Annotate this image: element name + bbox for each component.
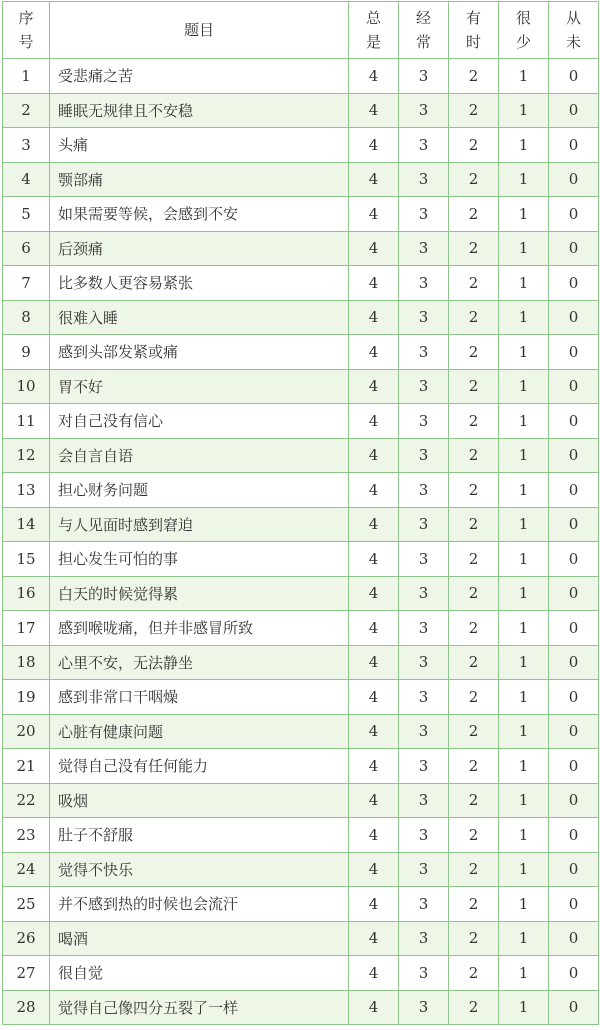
sometimes-score: 2 — [449, 852, 499, 887]
question-text: 并不感到热的时候也会流汗 — [50, 887, 349, 922]
often-score: 3 — [399, 404, 449, 439]
never-score: 0 — [549, 473, 599, 508]
sometimes-score: 2 — [449, 680, 499, 715]
often-score: 3 — [399, 128, 449, 163]
never-score: 0 — [549, 921, 599, 956]
always-score: 4 — [349, 611, 399, 646]
always-score: 4 — [349, 162, 399, 197]
always-score: 4 — [349, 680, 399, 715]
table-row — [3, 404, 599, 439]
always-score: 4 — [349, 128, 399, 163]
sometimes-score: 2 — [449, 611, 499, 646]
sometimes-score: 2 — [449, 542, 499, 577]
question-text: 很自觉 — [50, 956, 349, 991]
never-score: 0 — [549, 507, 599, 542]
always-score: 4 — [349, 197, 399, 232]
never-score: 0 — [549, 680, 599, 715]
row-number: 28 — [3, 990, 50, 1025]
often-score: 3 — [399, 576, 449, 611]
table-row — [3, 162, 599, 197]
table-row — [3, 611, 599, 646]
never-score: 0 — [549, 611, 599, 646]
often-score: 3 — [399, 645, 449, 680]
never-score: 0 — [549, 93, 599, 128]
always-score: 4 — [349, 818, 399, 853]
table-row — [3, 231, 599, 266]
never-score: 0 — [549, 300, 599, 335]
sometimes-score: 2 — [449, 59, 499, 94]
header-rarely: 很 少 — [499, 2, 549, 59]
row-number: 22 — [3, 783, 50, 818]
row-number: 16 — [3, 576, 50, 611]
always-score: 4 — [349, 887, 399, 922]
always-score: 4 — [349, 576, 399, 611]
often-score: 3 — [399, 162, 449, 197]
always-score: 4 — [349, 300, 399, 335]
rarely-score: 1 — [499, 59, 549, 94]
never-score: 0 — [549, 645, 599, 680]
always-score: 4 — [349, 438, 399, 473]
header-often: 经 常 — [399, 2, 449, 59]
often-score: 3 — [399, 611, 449, 646]
table-row — [3, 93, 599, 128]
rarely-score: 1 — [499, 542, 549, 577]
row-number: 8 — [3, 300, 50, 335]
row-number: 24 — [3, 852, 50, 887]
sometimes-score: 2 — [449, 369, 499, 404]
table-row — [3, 714, 599, 749]
question-text: 担心发生可怕的事 — [50, 542, 349, 577]
table-row — [3, 300, 599, 335]
rarely-score: 1 — [499, 887, 549, 922]
question-text: 比多数人更容易紧张 — [50, 266, 349, 301]
never-score: 0 — [549, 59, 599, 94]
rarely-score: 1 — [499, 404, 549, 439]
always-score: 4 — [349, 921, 399, 956]
question-text: 觉得不快乐 — [50, 852, 349, 887]
sometimes-score: 2 — [449, 990, 499, 1025]
never-score: 0 — [549, 335, 599, 370]
sometimes-score: 2 — [449, 645, 499, 680]
never-score: 0 — [549, 956, 599, 991]
question-text: 白天的时候觉得累 — [50, 576, 349, 611]
question-text: 觉得自己像四分五裂了一样 — [50, 990, 349, 1025]
sometimes-score: 2 — [449, 197, 499, 232]
table-row — [3, 576, 599, 611]
never-score: 0 — [549, 887, 599, 922]
table-row — [3, 59, 599, 94]
always-score: 4 — [349, 990, 399, 1025]
sometimes-score: 2 — [449, 300, 499, 335]
question-text: 胃不好 — [50, 369, 349, 404]
often-score: 3 — [399, 542, 449, 577]
row-number: 19 — [3, 680, 50, 715]
always-score: 4 — [349, 59, 399, 94]
never-score: 0 — [549, 162, 599, 197]
often-score: 3 — [399, 956, 449, 991]
never-score: 0 — [549, 990, 599, 1025]
always-score: 4 — [349, 714, 399, 749]
row-number: 4 — [3, 162, 50, 197]
rarely-score: 1 — [499, 990, 549, 1025]
sometimes-score: 2 — [449, 818, 499, 853]
table-row — [3, 369, 599, 404]
often-score: 3 — [399, 852, 449, 887]
often-score: 3 — [399, 369, 449, 404]
sometimes-score: 2 — [449, 887, 499, 922]
often-score: 3 — [399, 438, 449, 473]
always-score: 4 — [349, 852, 399, 887]
rarely-score: 1 — [499, 783, 549, 818]
row-number: 25 — [3, 887, 50, 922]
row-number: 27 — [3, 956, 50, 991]
always-score: 4 — [349, 266, 399, 301]
sometimes-score: 2 — [449, 507, 499, 542]
question-text: 与人见面时感到窘迫 — [50, 507, 349, 542]
row-number: 2 — [3, 93, 50, 128]
rarely-score: 1 — [499, 611, 549, 646]
table-row — [3, 128, 599, 163]
header-never: 从 未 — [549, 2, 599, 59]
never-score: 0 — [549, 197, 599, 232]
often-score: 3 — [399, 921, 449, 956]
rarely-score: 1 — [499, 300, 549, 335]
table-row — [3, 197, 599, 232]
sometimes-score: 2 — [449, 783, 499, 818]
always-score: 4 — [349, 473, 399, 508]
often-score: 3 — [399, 990, 449, 1025]
never-score: 0 — [549, 369, 599, 404]
sometimes-score: 2 — [449, 162, 499, 197]
rarely-score: 1 — [499, 576, 549, 611]
table-row — [3, 473, 599, 508]
often-score: 3 — [399, 714, 449, 749]
question-text: 感到头部发紧或痛 — [50, 335, 349, 370]
question-text: 受悲痛之苦 — [50, 59, 349, 94]
row-number: 3 — [3, 128, 50, 163]
table-row — [3, 438, 599, 473]
rarely-score: 1 — [499, 162, 549, 197]
never-score: 0 — [549, 231, 599, 266]
often-score: 3 — [399, 473, 449, 508]
question-text: 头痛 — [50, 128, 349, 163]
header-question: 题目 — [50, 2, 349, 59]
rarely-score: 1 — [499, 749, 549, 784]
always-score: 4 — [349, 645, 399, 680]
often-score: 3 — [399, 59, 449, 94]
sometimes-score: 2 — [449, 404, 499, 439]
never-score: 0 — [549, 542, 599, 577]
sometimes-score: 2 — [449, 576, 499, 611]
row-number: 7 — [3, 266, 50, 301]
rarely-score: 1 — [499, 231, 549, 266]
row-number: 11 — [3, 404, 50, 439]
rarely-score: 1 — [499, 473, 549, 508]
sometimes-score: 2 — [449, 749, 499, 784]
question-text: 很难入睡 — [50, 300, 349, 335]
never-score: 0 — [549, 783, 599, 818]
never-score: 0 — [549, 714, 599, 749]
question-text: 会自言自语 — [50, 438, 349, 473]
often-score: 3 — [399, 335, 449, 370]
always-score: 4 — [349, 335, 399, 370]
table-body — [3, 59, 599, 1025]
rarely-score: 1 — [499, 852, 549, 887]
rarely-score: 1 — [499, 369, 549, 404]
often-score: 3 — [399, 783, 449, 818]
row-number: 23 — [3, 818, 50, 853]
rarely-score: 1 — [499, 714, 549, 749]
often-score: 3 — [399, 749, 449, 784]
table-row — [3, 956, 599, 991]
row-number: 9 — [3, 335, 50, 370]
never-score: 0 — [549, 576, 599, 611]
sometimes-score: 2 — [449, 128, 499, 163]
rarely-score: 1 — [499, 680, 549, 715]
never-score: 0 — [549, 818, 599, 853]
row-number: 12 — [3, 438, 50, 473]
row-number: 13 — [3, 473, 50, 508]
always-score: 4 — [349, 783, 399, 818]
rarely-score: 1 — [499, 921, 549, 956]
question-text: 心脏有健康问题 — [50, 714, 349, 749]
always-score: 4 — [349, 404, 399, 439]
question-text: 睡眠无规律且不安稳 — [50, 93, 349, 128]
rarely-score: 1 — [499, 818, 549, 853]
row-number: 26 — [3, 921, 50, 956]
table-row — [3, 921, 599, 956]
sometimes-score: 2 — [449, 266, 499, 301]
rarely-score: 1 — [499, 266, 549, 301]
question-text: 喝酒 — [50, 921, 349, 956]
often-score: 3 — [399, 93, 449, 128]
table-row — [3, 335, 599, 370]
row-number: 10 — [3, 369, 50, 404]
sometimes-score: 2 — [449, 438, 499, 473]
always-score: 4 — [349, 956, 399, 991]
always-score: 4 — [349, 749, 399, 784]
question-text: 对自己没有信心 — [50, 404, 349, 439]
table-row — [3, 818, 599, 853]
never-score: 0 — [549, 404, 599, 439]
question-text: 肚子不舒服 — [50, 818, 349, 853]
often-score: 3 — [399, 266, 449, 301]
often-score: 3 — [399, 680, 449, 715]
rarely-score: 1 — [499, 507, 549, 542]
table-row — [3, 887, 599, 922]
table-row — [3, 266, 599, 301]
header-sometimes: 有 时 — [449, 2, 499, 59]
never-score: 0 — [549, 852, 599, 887]
often-score: 3 — [399, 507, 449, 542]
sometimes-score: 2 — [449, 231, 499, 266]
table-row — [3, 783, 599, 818]
header-always: 总 是 — [349, 2, 399, 59]
row-number: 15 — [3, 542, 50, 577]
always-score: 4 — [349, 231, 399, 266]
never-score: 0 — [549, 266, 599, 301]
often-score: 3 — [399, 197, 449, 232]
sometimes-score: 2 — [449, 921, 499, 956]
rarely-score: 1 — [499, 335, 549, 370]
always-score: 4 — [349, 93, 399, 128]
row-number: 6 — [3, 231, 50, 266]
sometimes-score: 2 — [449, 714, 499, 749]
question-text: 感到非常口干咽燥 — [50, 680, 349, 715]
always-score: 4 — [349, 369, 399, 404]
sometimes-score: 2 — [449, 473, 499, 508]
often-score: 3 — [399, 887, 449, 922]
always-score: 4 — [349, 507, 399, 542]
table-row — [3, 749, 599, 784]
row-number: 21 — [3, 749, 50, 784]
row-number: 5 — [3, 197, 50, 232]
header-no: 序 号 — [3, 2, 50, 59]
header-row — [3, 2, 599, 59]
often-score: 3 — [399, 231, 449, 266]
row-number: 14 — [3, 507, 50, 542]
question-text: 后颈痛 — [50, 231, 349, 266]
table-row — [3, 542, 599, 577]
table-row — [3, 645, 599, 680]
row-number: 1 — [3, 59, 50, 94]
often-score: 3 — [399, 300, 449, 335]
table-row — [3, 680, 599, 715]
table-row — [3, 852, 599, 887]
never-score: 0 — [549, 438, 599, 473]
rarely-score: 1 — [499, 197, 549, 232]
rarely-score: 1 — [499, 438, 549, 473]
rarely-score: 1 — [499, 956, 549, 991]
row-number: 18 — [3, 645, 50, 680]
question-text: 吸烟 — [50, 783, 349, 818]
row-number: 20 — [3, 714, 50, 749]
never-score: 0 — [549, 749, 599, 784]
never-score: 0 — [549, 128, 599, 163]
rarely-score: 1 — [499, 128, 549, 163]
question-text: 觉得自己没有任何能力 — [50, 749, 349, 784]
rarely-score: 1 — [499, 93, 549, 128]
question-text: 如果需要等候，会感到不安 — [50, 197, 349, 232]
often-score: 3 — [399, 818, 449, 853]
rarely-score: 1 — [499, 645, 549, 680]
table-row — [3, 990, 599, 1025]
sometimes-score: 2 — [449, 956, 499, 991]
stress-questionnaire-table — [2, 1, 599, 1025]
always-score: 4 — [349, 542, 399, 577]
table-row — [3, 507, 599, 542]
question-text: 感到喉咙痛，但并非感冒所致 — [50, 611, 349, 646]
sometimes-score: 2 — [449, 93, 499, 128]
sometimes-score: 2 — [449, 335, 499, 370]
question-text: 担心财务问题 — [50, 473, 349, 508]
row-number: 17 — [3, 611, 50, 646]
table-header — [3, 2, 599, 59]
question-text: 心里不安，无法静坐 — [50, 645, 349, 680]
question-text: 颚部痛 — [50, 162, 349, 197]
